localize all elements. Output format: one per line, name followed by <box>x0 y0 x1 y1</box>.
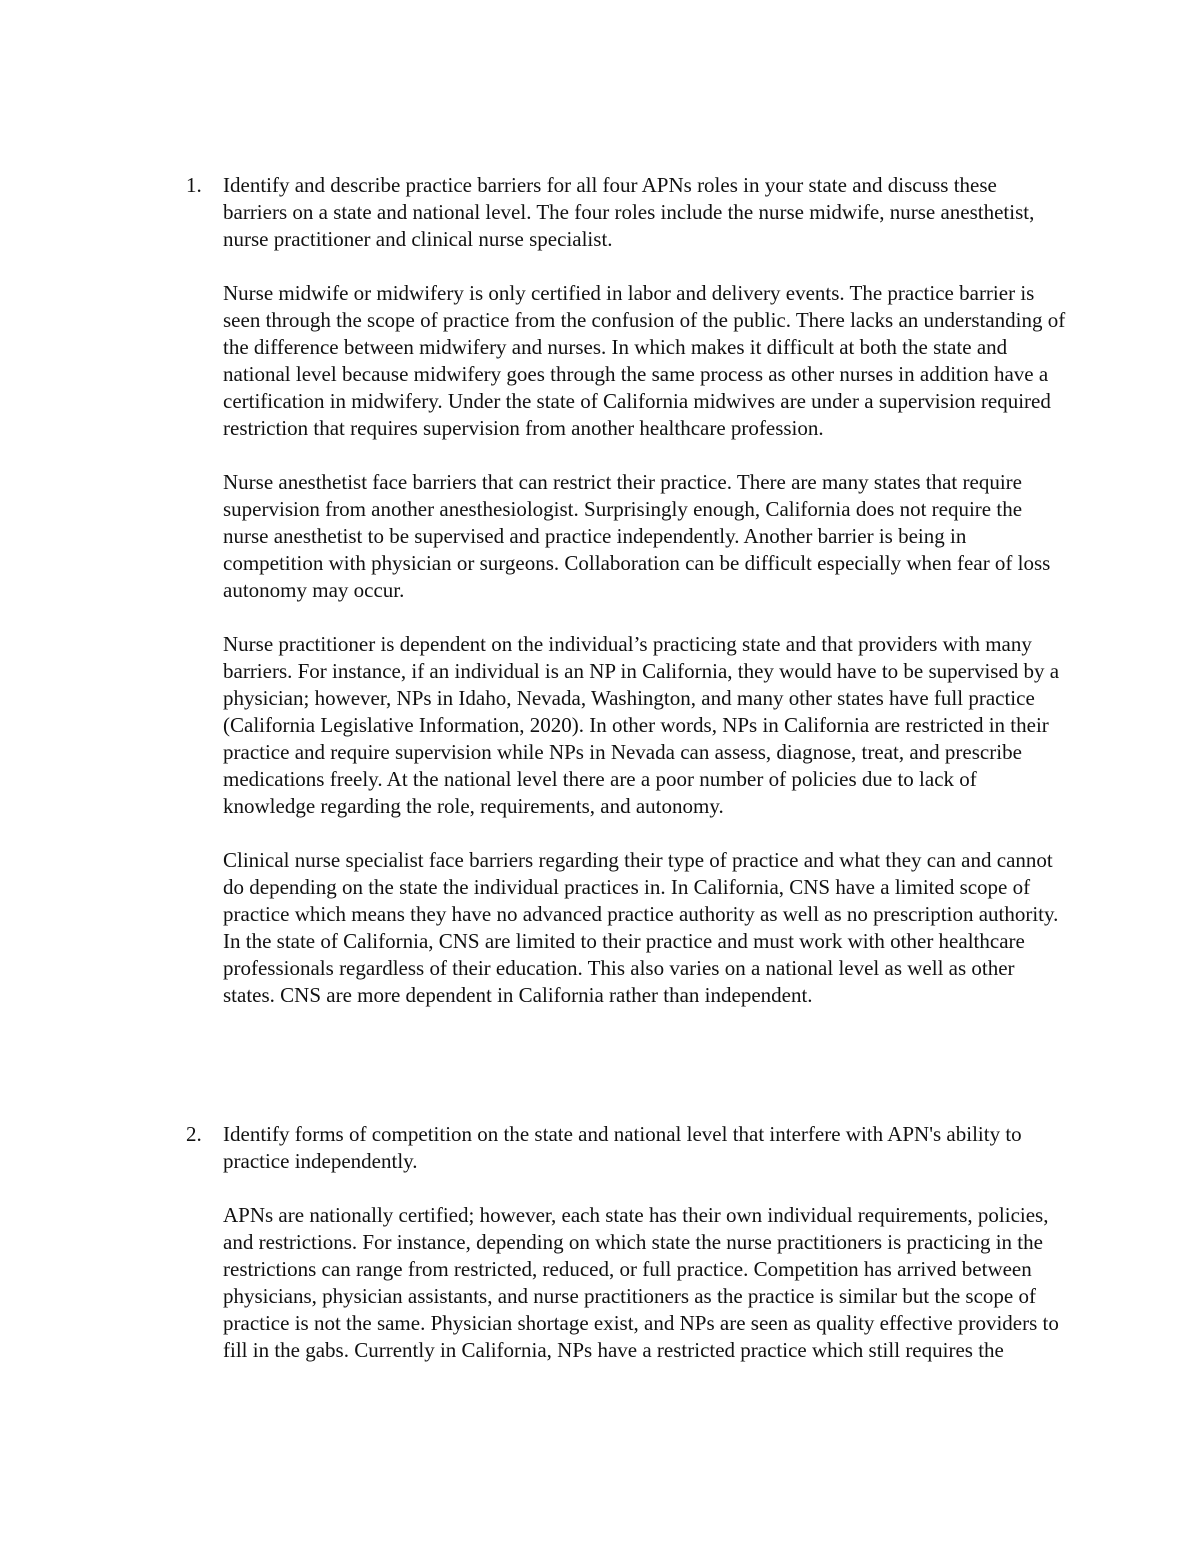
question-1-number: 1. <box>186 173 202 197</box>
question-2-number: 2. <box>186 1122 202 1146</box>
question-1-prompt: Identify and describe practice barriers for all four APNs roles in your state and discuss these barriers on a state and national level. The four roles include the nurse midwife, nurse anesthetist, nurse practitioner and clinical nurse specialist. <box>223 173 1035 251</box>
question-1-prompt-line <box>186 172 1066 253</box>
question-2-prompt: Identify forms of competition on the state and national level that interfere with APN's ability to practice independently. <box>223 1122 1022 1173</box>
question-2 <box>186 1121 1066 1364</box>
answer-nurse-practitioner: Nurse practitioner is dependent on the individual’s practicing state and that providers with many barriers. For instance, if an individual is an NP in California, they would have to be supervised by a physician; however, NPs in Idaho, Nevada, Washington, and many other states have full practice (California Legislative Information, 2020). In other words, NPs in California are restricted in their practice and require supervision while NPs in Nevada can assess, diagnose, treat, and prescribe medications freely. At the national level there are a poor number of policies due to lack of knowledge regarding the role, requirements, and autonomy. <box>223 632 1060 818</box>
question-1 <box>186 172 1066 1009</box>
answer-nurse-midwife: Nurse midwife or midwifery is only certified in labor and delivery events. The practice barrier is seen through the scope of practice from the confusion of the public. There lacks an understanding of the difference between midwifery and nurses. In which makes it difficult at both the state and national level because midwifery goes through the same process as other nurses in addition have a certification in midwifery. Under the state of California midwives are under a supervision required restriction that requires supervision from another healthcare profession. <box>223 281 1066 440</box>
answer-nurse-anesthetist: Nurse anesthetist face barriers that can restrict their practice. There are many states that require supervision from another anesthesiologist. Surprisingly enough, California does not require the nurse anesthetist to be supervised and practice independently. Another barrier is being in competition with physician or surgeons. Collaboration can be difficult especially when fear of loss autonomy may occur. <box>223 470 1051 602</box>
question-2-prompt-line <box>186 1121 1066 1175</box>
answer-competition: APNs are nationally certified; however, each state has their own individual requirements, policies, and restrictions. For instance, depending on which state the nurse practitioners is practicing in the restrictions can range from restricted, reduced, or full practice. Competition has arrived between physicians, physician assistants, and nurse practitioners as the practice is similar but the scope of practice is not the same. Physician shortage exist, and NPs are seen as quality effective providers to fill in the gabs. Currently in California, NPs have a restricted practice which still requires the <box>223 1203 1059 1362</box>
answer-clinical-nurse-specialist: Clinical nurse specialist face barriers regarding their type of practice and what they can and cannot do depending on the state the individual practices in. In California, CNS have a limited scope of practice which means they have no advanced practice authority as well as no prescription authority. In the state of California, CNS are limited to their practice and must work with other healthcare professionals regardless of their education. This also varies on a national level as well as other states. CNS are more dependent in California rather than independent. <box>223 848 1059 1007</box>
